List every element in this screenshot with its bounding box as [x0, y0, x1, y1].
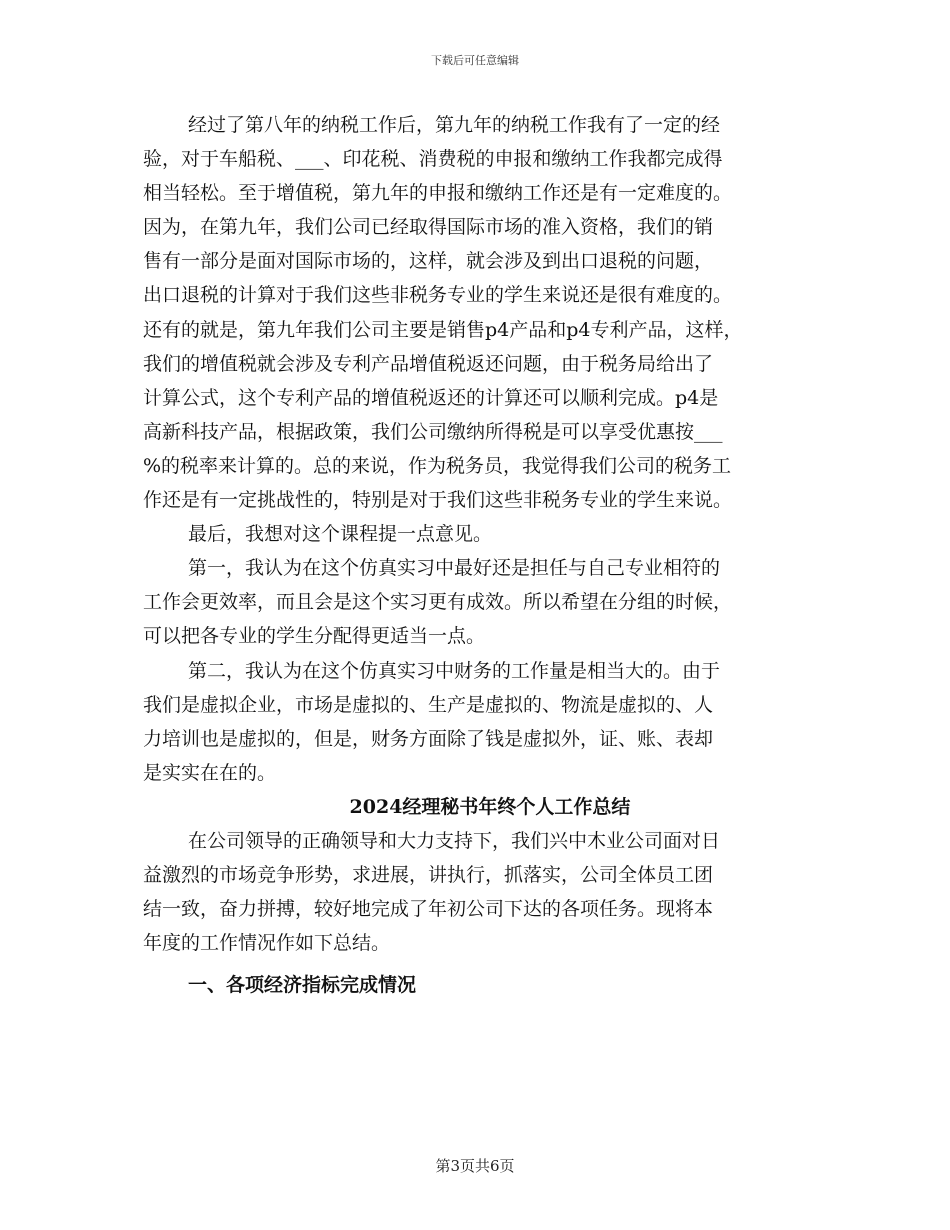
text-line: 工作会更效率，而且会是这个实习更有成效。所以希望在分组的时候，: [143, 591, 733, 614]
page-header: 下载后可任意编辑: [431, 54, 519, 67]
text-line: 经过了第八年的纳税工作后，第九年的纳税工作我有了一定的经: [188, 114, 721, 136]
text-line: 第二，我认为在这个仿真实习中财务的工作量是相当大的。由于: [188, 659, 721, 682]
paragraph-suggestion-first: [143, 551, 807, 653]
text-line: 高新科技产品，根据政策，我们公司缴纳所得税是可以享受优惠按___: [143, 420, 723, 443]
text-line: 第一，我认为在这个仿真实习中最好还是担任与自己专业相符的: [188, 557, 721, 580]
section-heading: 一、各项经济指标完成情况: [188, 974, 417, 997]
text-line: 最后，我想对这个课程提一点意见。: [188, 523, 493, 546]
text-line: 出口退税的计算对于我们这些非税务专业的学生来说还是很有难度的。: [143, 284, 733, 307]
paragraph-tax-work: [143, 108, 807, 517]
text-line: 益激烈的市场竞争形势，求进展，讲执行，抓落实，公司全体员工团: [143, 864, 714, 887]
paragraph-summary-intro: [143, 824, 807, 960]
text-line: 相当轻松。至于增值税，第九年的申报和缴纳工作还是有一定难度的。: [143, 182, 733, 205]
page-footer: 第3页共6页: [435, 1157, 515, 1175]
paragraph-suggestion-second: [143, 654, 807, 790]
text-line: 计算公式，这个专利产品的增值税返还的计算还可以顺利完成。p4是: [143, 386, 719, 409]
text-line: 验，对于车船税、___、印花税、消费税的申报和缴纳工作我都完成得: [143, 148, 723, 171]
text-line: 年度的工作情况作如下总结。: [143, 932, 391, 955]
text-line: 可以把各专业的学生分配得更适当一点。: [143, 625, 486, 648]
text-line: 售有一部分是面对国际市场的，这样，就会涉及到出口退税的问题，: [143, 250, 714, 273]
text-line: 力培训也是虚拟的，但是，财务方面除了钱是虚拟外，证、账、表却: [143, 727, 714, 750]
text-line: 我们的增值税就会涉及专利产品增值税返还问题，由于税务局给出了: [143, 352, 714, 375]
text-line: 我们是虚拟企业，市场是虚拟的、生产是虚拟的、物流是虚拟的、人: [143, 693, 714, 716]
text-line: 作还是有一定挑战性的，特别是对于我们这些非税务专业的学生来说。: [143, 489, 733, 512]
text-line: 是实实在在的。: [143, 761, 277, 784]
text-line: 因为，在第九年，我们公司已经取得国际市场的准入资格，我们的销: [143, 216, 714, 239]
paragraph-suggestion-intro: [143, 517, 807, 551]
text-line: %的税率来计算的。总的来说，作为税务员，我觉得我们公司的税务工: [143, 454, 732, 477]
text-line: 结一致，奋力拼搏，较好地完成了年初公司下达的各项任务。现将本: [143, 898, 714, 921]
text-line: 还有的就是，第九年我们公司主要是销售p4产品和p4专利产品，这样，: [143, 318, 743, 341]
section-title: 2024经理秘书年终个人工作总结: [349, 795, 631, 818]
text-line: 在公司领导的正确领导和大力支持下，我们兴中木业公司面对日: [188, 829, 721, 852]
document-body: [143, 108, 807, 1002]
